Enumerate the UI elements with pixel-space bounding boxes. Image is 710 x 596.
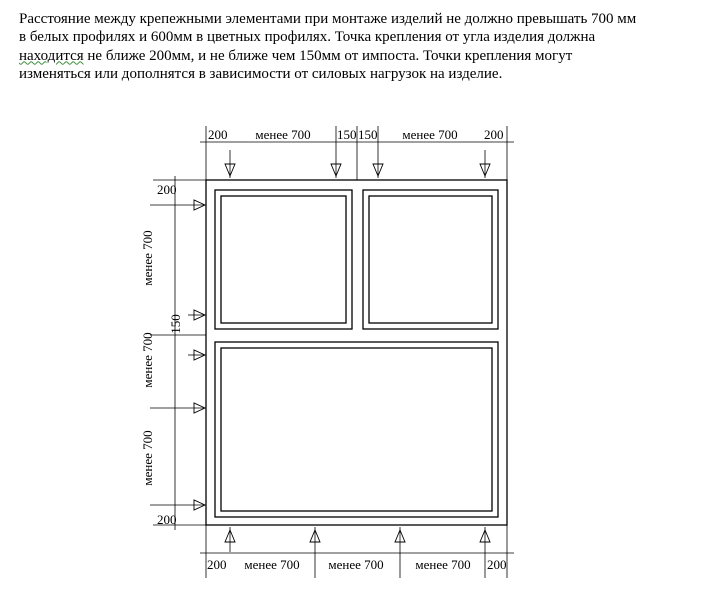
left-dim-transom: 150 <box>168 314 183 334</box>
top-dim-mullion-right: 150 <box>358 127 378 142</box>
instructions-line-4: изменяться или дополнятся в зависимости от силовых нагрузок на изделие. <box>19 65 503 82</box>
bottom-dim-edge-left: 200 <box>207 557 227 572</box>
spellcheck-word: находится <box>19 47 84 64</box>
extension-lines <box>150 126 507 578</box>
left-dim-edge-top: 200 <box>157 182 177 197</box>
fastener-arrows <box>194 164 490 542</box>
sash-top-left-outer <box>215 190 352 329</box>
top-dim-edge-right: 200 <box>484 127 504 142</box>
top-dim-span-left: менее 700 <box>255 127 311 142</box>
bottom-dim-span-3: менее 700 <box>415 557 471 572</box>
window-frame <box>206 180 507 525</box>
left-dim-span-2: менее 700 <box>140 332 155 388</box>
top-dim-mullion-left: 150 <box>337 127 357 142</box>
top-dimensions <box>208 127 504 142</box>
outer-frame <box>206 180 507 525</box>
left-dim-span-3: менее 700 <box>140 430 155 486</box>
instructions-line-3: не ближе 200мм, и не ближе чем 150мм от импоста. Точки крепления могут <box>83 47 573 64</box>
bottom-dim-span-2: менее 700 <box>328 557 384 572</box>
top-dim-span-right: менее 700 <box>402 127 458 142</box>
bottom-dim-edge-right: 200 <box>487 557 507 572</box>
left-dimensions <box>140 182 183 527</box>
sash-bottom-inner <box>221 348 492 511</box>
left-dim-span-1: менее 700 <box>140 230 155 286</box>
sash-top-left-inner <box>221 196 346 323</box>
instructions-line-1: Расстояние между крепежными элементами при монтаже изделий не должно превышать 700 мм <box>19 11 637 27</box>
sash-top-right-inner <box>369 196 492 323</box>
bottom-dimensions <box>207 557 507 572</box>
sash-top-right-outer <box>363 190 498 329</box>
instructions-line-2: в белых профилях и 600мм в цветных профилях. Точка крепления от угла изделия должна <box>19 29 596 46</box>
top-dim-edge-left: 200 <box>208 127 228 142</box>
left-dim-edge-bottom: 200 <box>157 512 177 527</box>
bottom-dim-span-1: менее 700 <box>244 557 300 572</box>
sash-bottom-outer <box>215 342 498 517</box>
